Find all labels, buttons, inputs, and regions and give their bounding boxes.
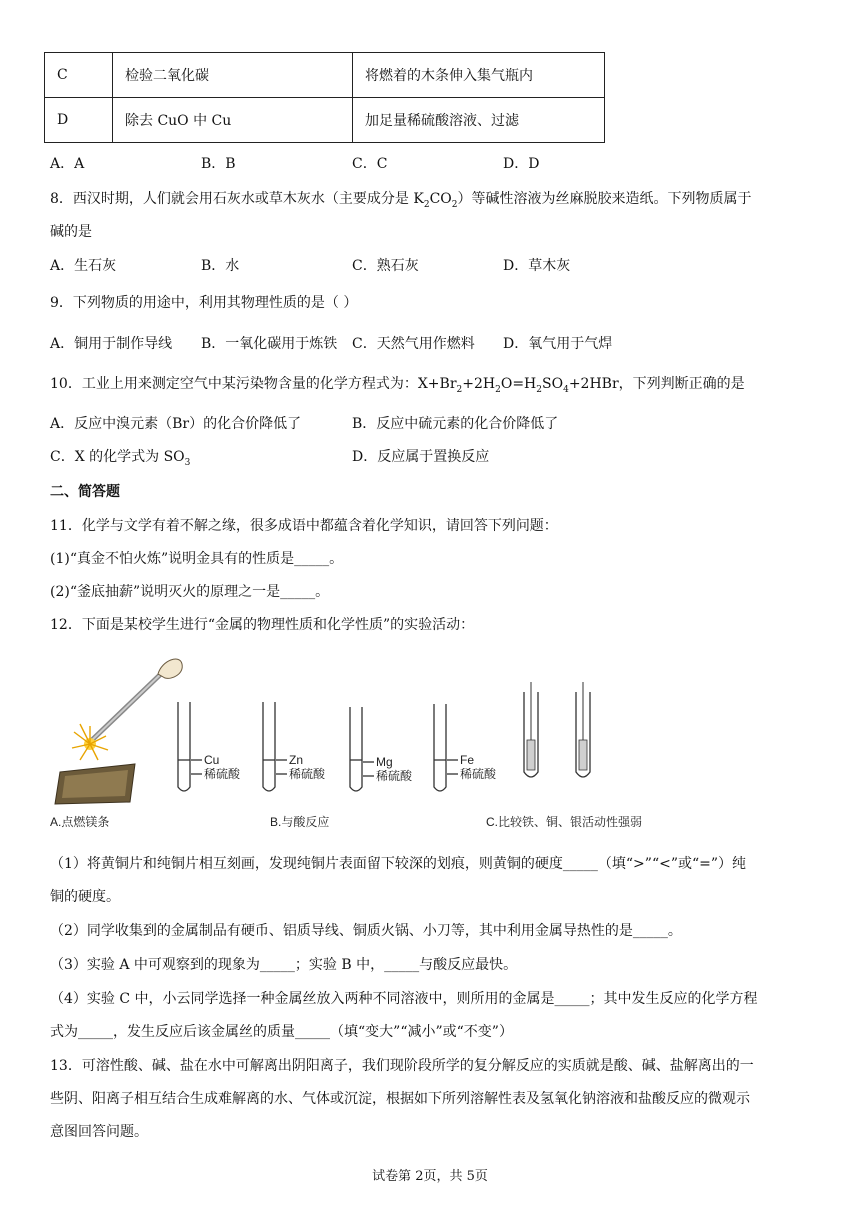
test-tube-zn bbox=[263, 702, 287, 791]
q8-choice-a: A．生石灰 bbox=[50, 258, 117, 274]
section-heading: 二、简答题 bbox=[50, 484, 120, 500]
q10-choice-a: A．反应中溴元素（Br）的化合价降低了 bbox=[50, 416, 302, 432]
experiment-illustration bbox=[50, 652, 690, 837]
metal-label-cu: Cu bbox=[204, 753, 220, 767]
q13-line3: 意图回答问题。 bbox=[50, 1124, 148, 1140]
q9-stem: 9．下列物质的用途中，利用其物理性质的是（ ） bbox=[50, 295, 358, 311]
q7-choice-b: B．B bbox=[201, 156, 236, 172]
table-cell-option: D bbox=[45, 98, 113, 143]
table-cell-goal: 检验二氧化碳 bbox=[113, 53, 353, 98]
test-tube-cu bbox=[178, 702, 202, 791]
caption-c: C.比较铁、铜、银活动性强弱 bbox=[486, 815, 643, 829]
q11-part2: (2)“釜底抽薪”说明灭火的原理之一是_____。 bbox=[50, 584, 330, 600]
test-tube-wire-2 bbox=[576, 682, 590, 777]
table-row bbox=[45, 98, 605, 143]
metal-label-mg: Mg bbox=[376, 755, 393, 769]
page-footer: 试卷第 2页，共 5页 bbox=[372, 1169, 488, 1184]
q12-stem: 12．下面是某校学生进行“金属的物理性质和化学性质”的实验活动： bbox=[50, 617, 475, 633]
q10-choice-c: C．X 的化学式为 $SO_3$ bbox=[50, 449, 191, 468]
q8-choice-c: C．熟石灰 bbox=[352, 258, 419, 274]
test-tube-mg bbox=[350, 707, 374, 791]
q12-part4: （4）实验 C 中，小云同学选择一种金属丝放入两种不同溶液中，则所用的金属是_____；其中发生反应的化学方程 bbox=[50, 991, 758, 1007]
q12-part1: （1）将黄铜片和纯铜片相互刻画，发现纯铜片表面留下较深的划痕，则黄铜的硬度_____（填“>”“<”或“=”）纯 bbox=[50, 856, 747, 872]
experiment-figure bbox=[50, 652, 690, 837]
caption-b: B.与酸反应 bbox=[270, 815, 330, 829]
burning-magnesium-illustration bbox=[55, 659, 182, 804]
q8-stem: 8．西汉时期，人们就会用石灰水或草木灰水（主要成分是 $K_2CO_2$）等碱性溶液为丝麻脱胶来造纸。下列物质属于 bbox=[50, 191, 752, 210]
q8-choice-d: D．草木灰 bbox=[503, 258, 571, 274]
acid-label: 稀硫酸 bbox=[376, 769, 413, 783]
acid-label: 稀硫酸 bbox=[460, 767, 497, 781]
q9-choice-d: D．氧气用于气焊 bbox=[503, 336, 613, 352]
q12-part2: （2）同学收集到的金属制品有硬币、铝质导线、铜质火锅、小刀等，其中利用金属导热性的是_____。 bbox=[50, 923, 682, 939]
test-tube-fe bbox=[434, 704, 458, 791]
metal-label-zn: Zn bbox=[289, 753, 304, 767]
q11-part1: (1)“真金不怕火炼”说明金具有的性质是_____。 bbox=[50, 551, 344, 567]
q8-stem-line2: 碱的是 bbox=[50, 224, 92, 240]
q12-part1-line2: 铜的硬度。 bbox=[50, 889, 120, 905]
options-table bbox=[44, 52, 605, 143]
test-tube-wire-1 bbox=[524, 682, 538, 777]
q10-stem: 10．工业上用来测定空气中某污染物含量的化学方程式为：$X+Br_2+2H_2O=H_2SO_4+2HBr$，下列判断正确的是 bbox=[50, 376, 745, 395]
q13-line2: 些阴、阳离子相互结合生成难解离的水、气体或沉淀，根据如下所列溶解性表及氢氧化钠溶液和盐酸反应的微观示 bbox=[50, 1091, 750, 1107]
q11-stem: 11．化学与文学有着不解之缘，很多成语中都蕴含着化学知识，请回答下列问题： bbox=[50, 518, 558, 534]
table-cell-option: C bbox=[45, 53, 113, 98]
q9-choice-c: C．天然气用作燃料 bbox=[352, 336, 475, 352]
q7-choice-c: C．C bbox=[352, 156, 388, 172]
q10-choice-b: B．反应中硫元素的化合价降低了 bbox=[352, 416, 559, 432]
q9-choice-b: B．一氧化碳用于炼铁 bbox=[201, 336, 338, 352]
q10-equation: $X+Br_2+2H_2O=H_2SO_4+2HBr$ bbox=[417, 376, 619, 395]
caption-a: A.点燃镁条 bbox=[50, 815, 110, 829]
table-cell-method: 加足量稀硫酸溶液、过滤 bbox=[353, 98, 605, 143]
q10-choice-d: D．反应属于置换反应 bbox=[352, 449, 490, 465]
q7-choice-d: D．D bbox=[503, 156, 540, 172]
table-row bbox=[45, 53, 605, 98]
table-cell-method: 将燃着的木条伸入集气瓶内 bbox=[353, 53, 605, 98]
q7-choice-a: A．A bbox=[50, 156, 85, 172]
acid-label: 稀硫酸 bbox=[289, 767, 326, 781]
q12-part4-line2: 式为_____，发生反应后该金属丝的质量_____（填“变大”“减小”或“不变”） bbox=[50, 1024, 513, 1040]
q8-choice-b: B．水 bbox=[201, 258, 240, 274]
q9-choice-a: A．铜用于制作导线 bbox=[50, 336, 173, 352]
q13-line1: 13．可溶性酸、碱、盐在水中可解离出阴阳离子，我们现阶段所学的复分解反应的实质就是酸、碱、盐解离出的一 bbox=[50, 1058, 754, 1074]
q12-part3: （3）实验 A 中可观察到的现象为_____；实验 B 中，_____与酸反应最快。 bbox=[50, 957, 518, 973]
acid-label: 稀硫酸 bbox=[204, 767, 241, 781]
table-cell-goal: 除去 CuO 中 Cu bbox=[113, 98, 353, 143]
metal-label-fe: Fe bbox=[460, 753, 475, 767]
